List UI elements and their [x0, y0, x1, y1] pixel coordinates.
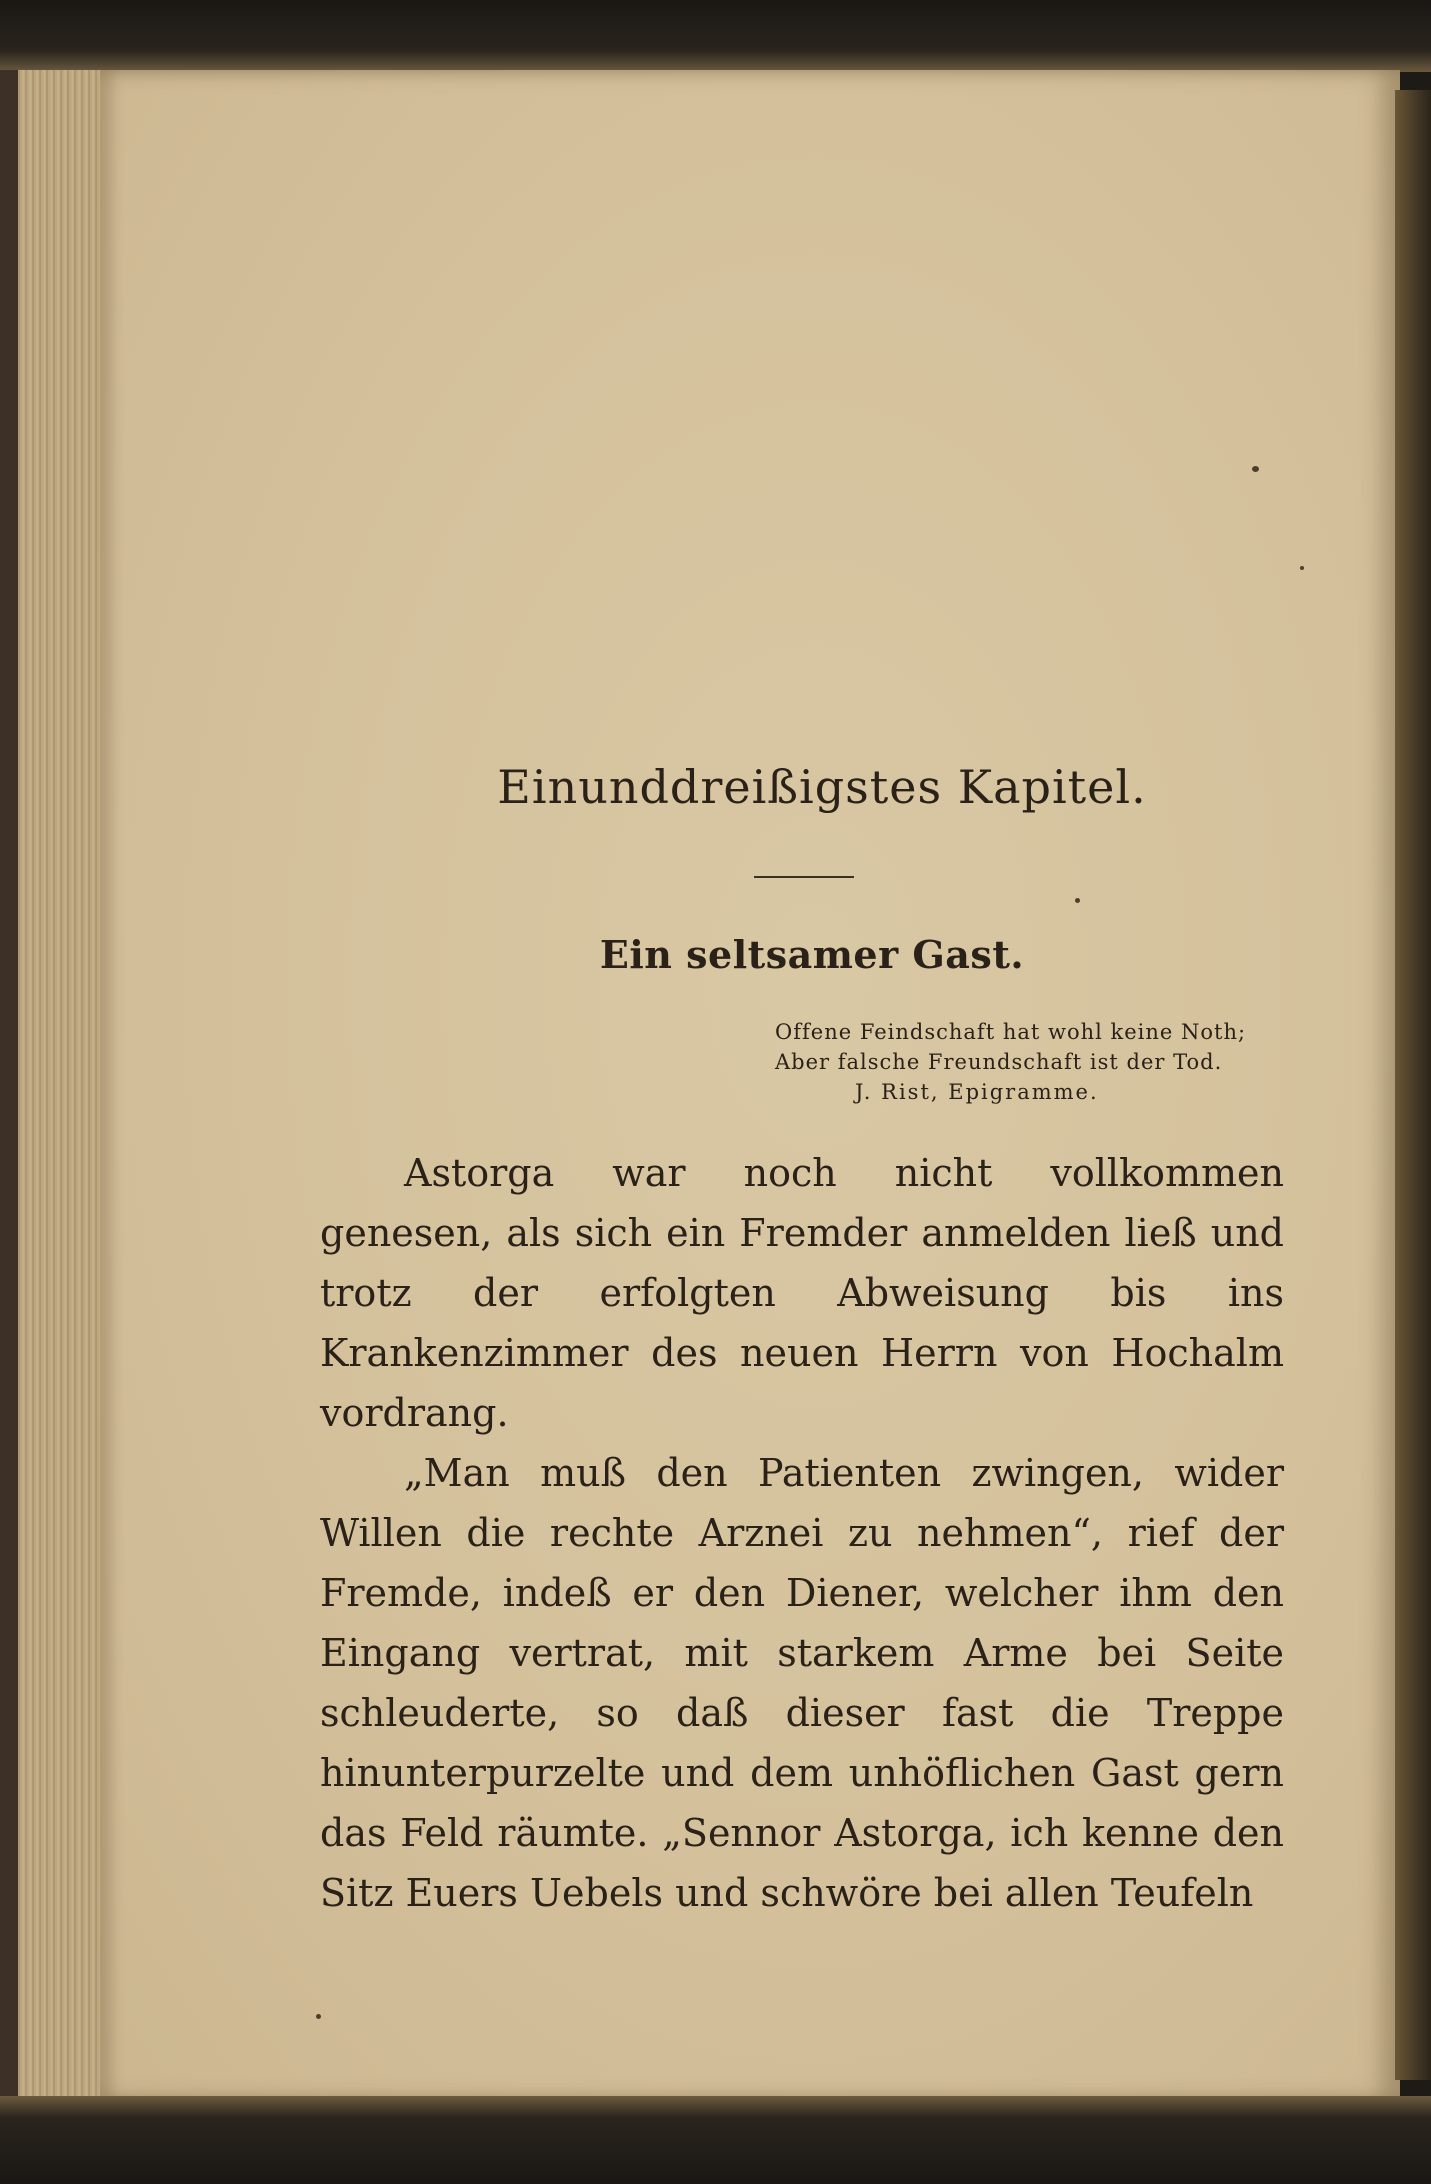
paper-fleck [1300, 566, 1304, 570]
page-content [320, 760, 1284, 1923]
paper-fleck [1252, 466, 1259, 472]
epigraph-source: J. Rist, Epigramme. [855, 1080, 1099, 1104]
paper-fleck [316, 2014, 321, 2019]
page-block-edges [0, 70, 112, 2100]
bottom-binding [0, 2096, 1431, 2184]
top-binding [0, 0, 1431, 72]
right-page-edge [1395, 90, 1431, 2080]
paragraph: Astorga war noch nicht vollkommen genesen, als sich ein Fremder anmelden ließ und trotz der erfolgten Abweisung bis ins Krankenzimmer des neuen Herrn von Hochalm vordrang. [320, 1151, 1284, 1435]
epigraph [775, 1017, 1284, 1107]
title-divider [754, 876, 854, 878]
chapter-subtitle: Ein seltsamer Gast. [599, 932, 1025, 977]
body-text [320, 1143, 1284, 1923]
epigraph-line: Offene Feindschaft hat wohl keine Noth; [775, 1020, 1247, 1044]
paragraph: „Man muß den Patienten zwingen, wider Willen die rechte Arznei zu nehmen“, rief der Fremde, indeß er den Diener, welcher ihm den Eingang vertrat, mit starkem Arme bei Seite schleuderte, so daß dieser fast die Treppe hinunterpurzelte und dem unhöflichen Gast gern das Feld räumte. „Sennor Astorga, ich kenne den Sitz Euers Uebels und schwöre bei allen Teufeln [320, 1451, 1284, 1915]
epigraph-line: Aber falsche Freundschaft ist der Tod. [775, 1050, 1223, 1074]
chapter-title: Einunddreißigstes Kapitel. [497, 760, 1147, 814]
